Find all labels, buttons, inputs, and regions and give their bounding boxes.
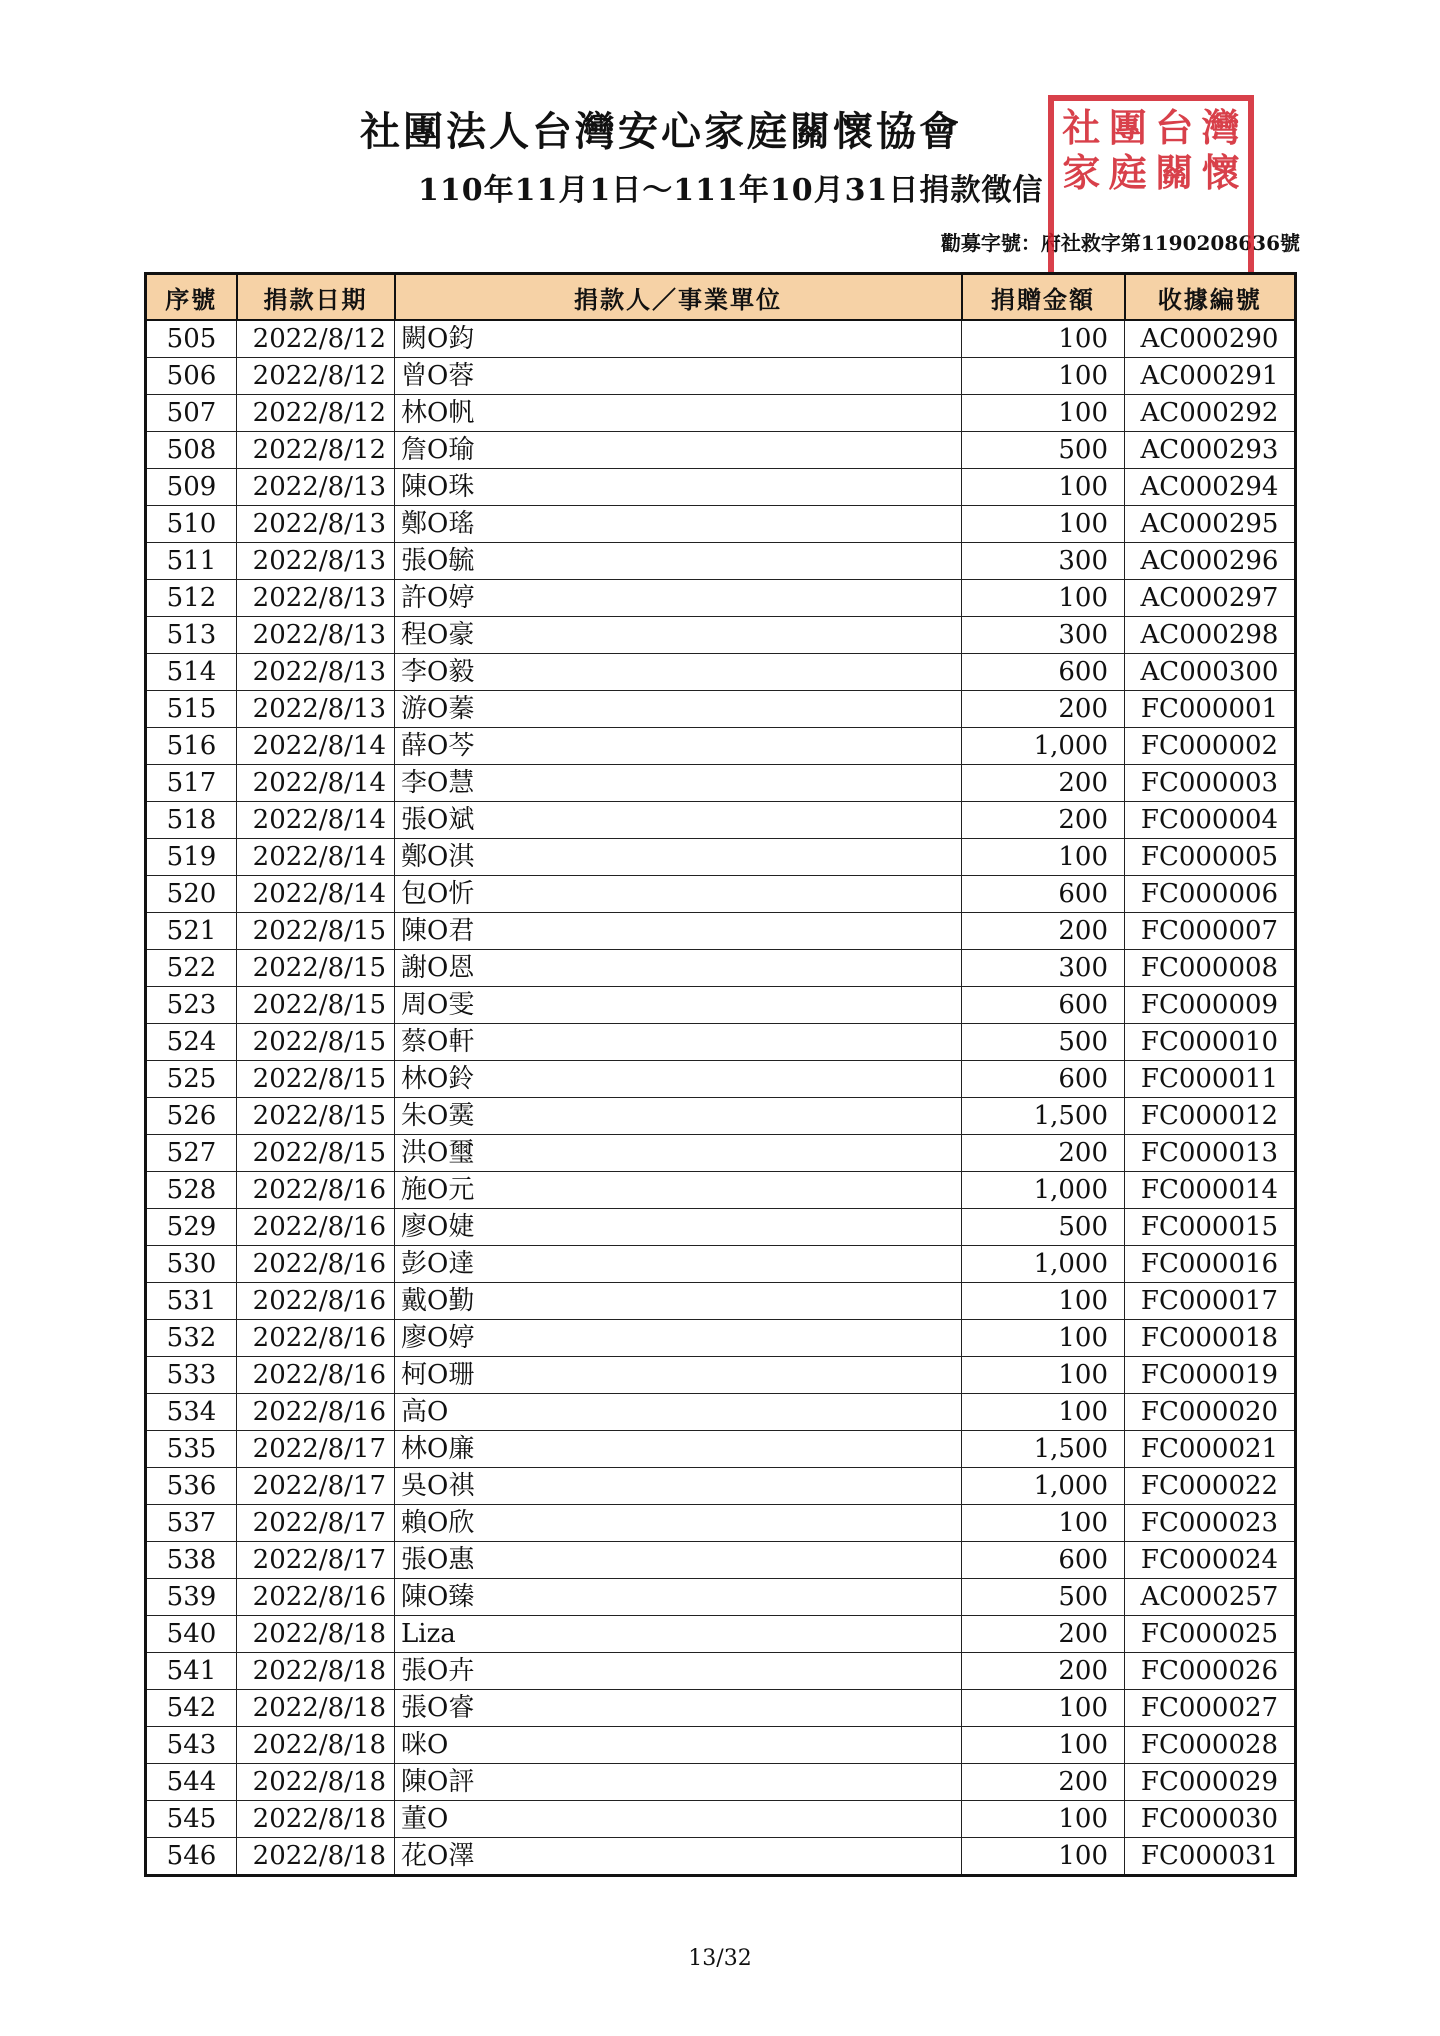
- cell-donation-date: 2022/8/18: [237, 1801, 395, 1838]
- cell-donation-date: 2022/8/17: [237, 1468, 395, 1505]
- cell-donation-date: 2022/8/17: [237, 1542, 395, 1579]
- table-row: [146, 1653, 1296, 1690]
- cell-donor: 張O毓: [395, 543, 962, 580]
- table-row: [146, 1209, 1296, 1246]
- table-row: [146, 1320, 1296, 1357]
- cell-donation-date: 2022/8/16: [237, 1394, 395, 1431]
- cell-donation-date: 2022/8/13: [237, 580, 395, 617]
- cell-amount: 100: [962, 1690, 1125, 1727]
- table-row: [146, 765, 1296, 802]
- cell-donation-date: 2022/8/15: [237, 913, 395, 950]
- cell-donation-date: 2022/8/13: [237, 617, 395, 654]
- header-donation-date: 捐款日期: [237, 274, 395, 321]
- cell-donor: 廖O婷: [395, 1320, 962, 1357]
- cell-donation-date: 2022/8/16: [237, 1246, 395, 1283]
- cell-serial-no: 507: [146, 395, 237, 432]
- cell-serial-no: 517: [146, 765, 237, 802]
- cell-donor: 陳O評: [395, 1764, 962, 1801]
- table-row: [146, 1616, 1296, 1653]
- table-row: [146, 1801, 1296, 1838]
- cell-donor: 張O卉: [395, 1653, 962, 1690]
- cell-receipt-no: FC000004: [1125, 802, 1296, 839]
- table-row: [146, 1431, 1296, 1468]
- cell-amount: 1,000: [962, 1172, 1125, 1209]
- cell-donor: 董O: [395, 1801, 962, 1838]
- table-row: [146, 1098, 1296, 1135]
- cell-receipt-no: AC000294: [1125, 469, 1296, 506]
- cell-donation-date: 2022/8/16: [237, 1283, 395, 1320]
- document-subtitle: 110年11月1日～111年10月31日捐款徵信: [418, 173, 1044, 208]
- seal-glyph: 團: [1108, 104, 1147, 150]
- cell-amount: 100: [962, 469, 1125, 506]
- cell-donation-date: 2022/8/16: [237, 1357, 395, 1394]
- cell-donation-date: 2022/8/15: [237, 1061, 395, 1098]
- table-row: [146, 1838, 1296, 1876]
- table-row: [146, 320, 1296, 358]
- cell-donation-date: 2022/8/14: [237, 802, 395, 839]
- cell-donation-date: 2022/8/15: [237, 987, 395, 1024]
- cell-serial-no: 526: [146, 1098, 237, 1135]
- table-row: [146, 1542, 1296, 1579]
- cell-serial-no: 529: [146, 1209, 237, 1246]
- cell-receipt-no: FC000001: [1125, 691, 1296, 728]
- table-row: [146, 876, 1296, 913]
- cell-donation-date: 2022/8/12: [237, 358, 395, 395]
- cell-donation-date: 2022/8/13: [237, 543, 395, 580]
- cell-serial-no: 534: [146, 1394, 237, 1431]
- header-receipt-no: 收據編號: [1125, 274, 1296, 321]
- table-row: [146, 654, 1296, 691]
- organization-seal-stamp: [1048, 95, 1254, 295]
- cell-donation-date: 2022/8/16: [237, 1172, 395, 1209]
- table-row: [146, 1357, 1296, 1394]
- cell-serial-no: 519: [146, 839, 237, 876]
- table-row: [146, 617, 1296, 654]
- cell-receipt-no: FC000020: [1125, 1394, 1296, 1431]
- cell-receipt-no: FC000006: [1125, 876, 1296, 913]
- cell-serial-no: 510: [146, 506, 237, 543]
- cell-serial-no: 535: [146, 1431, 237, 1468]
- cell-amount: 200: [962, 765, 1125, 802]
- cell-serial-no: 508: [146, 432, 237, 469]
- cell-donor: 林O帆: [395, 395, 962, 432]
- document-title: 社團法人台灣安心家庭關懷協會: [360, 108, 962, 155]
- cell-amount: 600: [962, 1061, 1125, 1098]
- cell-serial-no: 506: [146, 358, 237, 395]
- cell-receipt-no: FC000019: [1125, 1357, 1296, 1394]
- cell-receipt-no: AC000292: [1125, 395, 1296, 432]
- cell-serial-no: 540: [146, 1616, 237, 1653]
- table-row: [146, 728, 1296, 765]
- table-row: [146, 358, 1296, 395]
- table-row: [146, 1727, 1296, 1764]
- cell-serial-no: 513: [146, 617, 237, 654]
- table-row: [146, 1505, 1296, 1542]
- cell-amount: 500: [962, 1024, 1125, 1061]
- cell-receipt-no: FC000031: [1125, 1838, 1296, 1876]
- cell-receipt-no: FC000007: [1125, 913, 1296, 950]
- cell-donor: 廖O婕: [395, 1209, 962, 1246]
- cell-donation-date: 2022/8/16: [237, 1320, 395, 1357]
- seal-glyph: 關: [1155, 149, 1194, 195]
- cell-donation-date: 2022/8/18: [237, 1690, 395, 1727]
- cell-amount: 600: [962, 987, 1125, 1024]
- cell-donation-date: 2022/8/15: [237, 1024, 395, 1061]
- cell-donation-date: 2022/8/14: [237, 839, 395, 876]
- cell-donor: 張O惠: [395, 1542, 962, 1579]
- seal-glyph: 庭: [1108, 149, 1147, 195]
- table-row: [146, 1172, 1296, 1209]
- cell-amount: 100: [962, 1357, 1125, 1394]
- cell-amount: 200: [962, 1135, 1125, 1172]
- cell-amount: 600: [962, 876, 1125, 913]
- cell-receipt-no: FC000009: [1125, 987, 1296, 1024]
- cell-amount: 100: [962, 1320, 1125, 1357]
- cell-donor: 陳O君: [395, 913, 962, 950]
- cell-amount: 1,000: [962, 728, 1125, 765]
- cell-donation-date: 2022/8/16: [237, 1579, 395, 1616]
- table-header-row: [146, 274, 1296, 321]
- cell-serial-no: 544: [146, 1764, 237, 1801]
- table-row: [146, 1283, 1296, 1320]
- cell-serial-no: 537: [146, 1505, 237, 1542]
- donation-table: [144, 272, 1297, 1877]
- cell-donor: 高O: [395, 1394, 962, 1431]
- cell-serial-no: 512: [146, 580, 237, 617]
- cell-receipt-no: FC000026: [1125, 1653, 1296, 1690]
- cell-amount: 600: [962, 654, 1125, 691]
- cell-donor: 賴O欣: [395, 1505, 962, 1542]
- cell-amount: 1,000: [962, 1468, 1125, 1505]
- cell-donor: 咪O: [395, 1727, 962, 1764]
- table-row: [146, 432, 1296, 469]
- cell-donor: 許O婷: [395, 580, 962, 617]
- table-row: [146, 691, 1296, 728]
- cell-donor: 施O元: [395, 1172, 962, 1209]
- cell-serial-no: 525: [146, 1061, 237, 1098]
- cell-amount: 300: [962, 543, 1125, 580]
- seal-glyph: 社: [1062, 104, 1101, 150]
- cell-amount: 1,000: [962, 1246, 1125, 1283]
- cell-donor: 周O雯: [395, 987, 962, 1024]
- cell-serial-no: 511: [146, 543, 237, 580]
- cell-donor: 張O睿: [395, 1690, 962, 1727]
- cell-receipt-no: FC000022: [1125, 1468, 1296, 1505]
- table-row: [146, 469, 1296, 506]
- cell-amount: 100: [962, 580, 1125, 617]
- cell-amount: 500: [962, 1209, 1125, 1246]
- cell-donation-date: 2022/8/18: [237, 1764, 395, 1801]
- cell-receipt-no: FC000012: [1125, 1098, 1296, 1135]
- cell-amount: 500: [962, 432, 1125, 469]
- table-row: [146, 1468, 1296, 1505]
- cell-serial-no: 514: [146, 654, 237, 691]
- cell-amount: 600: [962, 1542, 1125, 1579]
- cell-serial-no: 532: [146, 1320, 237, 1357]
- cell-donation-date: 2022/8/18: [237, 1727, 395, 1764]
- cell-amount: 100: [962, 1505, 1125, 1542]
- cell-donor: 花O澤: [395, 1838, 962, 1876]
- cell-donation-date: 2022/8/17: [237, 1505, 395, 1542]
- table-row: [146, 839, 1296, 876]
- cell-serial-no: 539: [146, 1579, 237, 1616]
- cell-donation-date: 2022/8/15: [237, 950, 395, 987]
- table-row: [146, 1024, 1296, 1061]
- cell-receipt-no: AC000257: [1125, 1579, 1296, 1616]
- cell-amount: 100: [962, 1727, 1125, 1764]
- cell-donor: 闕O鈞: [395, 320, 962, 358]
- cell-donor: 鄭O淇: [395, 839, 962, 876]
- table-row: [146, 580, 1296, 617]
- cell-receipt-no: FC000023: [1125, 1505, 1296, 1542]
- cell-receipt-no: FC000015: [1125, 1209, 1296, 1246]
- cell-serial-no: 522: [146, 950, 237, 987]
- table-row: [146, 395, 1296, 432]
- cell-receipt-no: FC000014: [1125, 1172, 1296, 1209]
- page-number: 13/32: [688, 1946, 752, 1971]
- cell-receipt-no: FC000021: [1125, 1431, 1296, 1468]
- cell-amount: 200: [962, 691, 1125, 728]
- cell-donation-date: 2022/8/18: [237, 1838, 395, 1876]
- cell-serial-no: 505: [146, 320, 237, 358]
- cell-serial-no: 531: [146, 1283, 237, 1320]
- cell-serial-no: 546: [146, 1838, 237, 1876]
- cell-serial-no: 542: [146, 1690, 237, 1727]
- table-row: [146, 506, 1296, 543]
- table-row: [146, 1135, 1296, 1172]
- table-row: [146, 1246, 1296, 1283]
- cell-receipt-no: FC000017: [1125, 1283, 1296, 1320]
- cell-donor: 李O毅: [395, 654, 962, 691]
- cell-receipt-no: FC000016: [1125, 1246, 1296, 1283]
- cell-receipt-no: AC000291: [1125, 358, 1296, 395]
- cell-receipt-no: FC000029: [1125, 1764, 1296, 1801]
- cell-donor: 謝O恩: [395, 950, 962, 987]
- cell-donor: Liza: [395, 1616, 962, 1653]
- table-row: [146, 1764, 1296, 1801]
- header-donor: 捐款人／事業單位: [395, 274, 962, 321]
- cell-amount: 100: [962, 320, 1125, 358]
- cell-receipt-no: FC000018: [1125, 1320, 1296, 1357]
- cell-serial-no: 541: [146, 1653, 237, 1690]
- cell-serial-no: 523: [146, 987, 237, 1024]
- cell-amount: 300: [962, 950, 1125, 987]
- cell-serial-no: 530: [146, 1246, 237, 1283]
- cell-receipt-no: FC000024: [1125, 1542, 1296, 1579]
- cell-amount: 100: [962, 1838, 1125, 1876]
- cell-donation-date: 2022/8/12: [237, 320, 395, 358]
- cell-donor: 張O斌: [395, 802, 962, 839]
- cell-serial-no: 528: [146, 1172, 237, 1209]
- cell-donor: 詹O瑜: [395, 432, 962, 469]
- table-row: [146, 1690, 1296, 1727]
- cell-amount: 100: [962, 1801, 1125, 1838]
- cell-amount: 100: [962, 395, 1125, 432]
- table-row: [146, 913, 1296, 950]
- cell-serial-no: 543: [146, 1727, 237, 1764]
- cell-receipt-no: FC000003: [1125, 765, 1296, 802]
- cell-serial-no: 527: [146, 1135, 237, 1172]
- table-row: [146, 1579, 1296, 1616]
- cell-donation-date: 2022/8/13: [237, 469, 395, 506]
- cell-receipt-no: FC000005: [1125, 839, 1296, 876]
- table-row: [146, 950, 1296, 987]
- cell-donation-date: 2022/8/13: [237, 691, 395, 728]
- cell-amount: 100: [962, 358, 1125, 395]
- seal-glyph: 懷: [1201, 149, 1240, 195]
- cell-donation-date: 2022/8/14: [237, 876, 395, 913]
- cell-receipt-no: FC000028: [1125, 1727, 1296, 1764]
- cell-donor: 陳O珠: [395, 469, 962, 506]
- cell-amount: 1,500: [962, 1431, 1125, 1468]
- cell-receipt-no: FC000025: [1125, 1616, 1296, 1653]
- cell-donation-date: 2022/8/13: [237, 654, 395, 691]
- cell-receipt-no: FC000027: [1125, 1690, 1296, 1727]
- cell-serial-no: 515: [146, 691, 237, 728]
- cell-donor: 曾O蓉: [395, 358, 962, 395]
- seal-glyph: 家: [1062, 149, 1101, 195]
- cell-donation-date: 2022/8/12: [237, 432, 395, 469]
- table-row: [146, 802, 1296, 839]
- cell-donor: 李O慧: [395, 765, 962, 802]
- cell-donation-date: 2022/8/18: [237, 1616, 395, 1653]
- cell-donor: 程O豪: [395, 617, 962, 654]
- header-amount: 捐贈金額: [962, 274, 1125, 321]
- cell-donor: 洪O璽: [395, 1135, 962, 1172]
- cell-amount: 1,500: [962, 1098, 1125, 1135]
- cell-donation-date: 2022/8/14: [237, 728, 395, 765]
- cell-receipt-no: FC000013: [1125, 1135, 1296, 1172]
- cell-receipt-no: FC000002: [1125, 728, 1296, 765]
- cell-donation-date: 2022/8/16: [237, 1209, 395, 1246]
- cell-receipt-no: AC000290: [1125, 320, 1296, 358]
- cell-receipt-no: AC000296: [1125, 543, 1296, 580]
- cell-donor: 薛O芩: [395, 728, 962, 765]
- table-row: [146, 1394, 1296, 1431]
- cell-donor: 陳O臻: [395, 1579, 962, 1616]
- cell-donor: 游O蓁: [395, 691, 962, 728]
- cell-receipt-no: FC000008: [1125, 950, 1296, 987]
- cell-receipt-no: AC000293: [1125, 432, 1296, 469]
- cell-donor: 林O廉: [395, 1431, 962, 1468]
- cell-donor: 鄭O瑤: [395, 506, 962, 543]
- cell-receipt-no: AC000295: [1125, 506, 1296, 543]
- cell-receipt-no: AC000300: [1125, 654, 1296, 691]
- cell-donation-date: 2022/8/12: [237, 395, 395, 432]
- cell-amount: 200: [962, 1616, 1125, 1653]
- cell-donor: 蔡O軒: [395, 1024, 962, 1061]
- cell-serial-no: 520: [146, 876, 237, 913]
- cell-serial-no: 536: [146, 1468, 237, 1505]
- seal-glyph: 灣: [1201, 104, 1240, 150]
- cell-donor: 彭O達: [395, 1246, 962, 1283]
- cell-amount: 200: [962, 1764, 1125, 1801]
- cell-receipt-no: FC000011: [1125, 1061, 1296, 1098]
- cell-serial-no: 538: [146, 1542, 237, 1579]
- cell-amount: 200: [962, 802, 1125, 839]
- cell-donation-date: 2022/8/14: [237, 765, 395, 802]
- header-serial-no: 序號: [146, 274, 237, 321]
- cell-donor: 包O忻: [395, 876, 962, 913]
- cell-donor: 戴O勤: [395, 1283, 962, 1320]
- table-row: [146, 543, 1296, 580]
- cell-serial-no: 533: [146, 1357, 237, 1394]
- cell-amount: 200: [962, 1653, 1125, 1690]
- cell-donation-date: 2022/8/17: [237, 1431, 395, 1468]
- cell-serial-no: 545: [146, 1801, 237, 1838]
- cell-amount: 100: [962, 1283, 1125, 1320]
- cell-serial-no: 521: [146, 913, 237, 950]
- cell-donation-date: 2022/8/15: [237, 1098, 395, 1135]
- cell-amount: 100: [962, 506, 1125, 543]
- cell-serial-no: 518: [146, 802, 237, 839]
- cell-donor: 林O鈴: [395, 1061, 962, 1098]
- cell-receipt-no: FC000030: [1125, 1801, 1296, 1838]
- cell-amount: 100: [962, 839, 1125, 876]
- permit-number: 勸募字號：府社救字第1190208636號: [940, 231, 1300, 255]
- cell-donor: 吳O祺: [395, 1468, 962, 1505]
- cell-amount: 100: [962, 1394, 1125, 1431]
- cell-receipt-no: FC000010: [1125, 1024, 1296, 1061]
- cell-amount: 300: [962, 617, 1125, 654]
- cell-receipt-no: AC000297: [1125, 580, 1296, 617]
- cell-donor: 柯O珊: [395, 1357, 962, 1394]
- cell-serial-no: 524: [146, 1024, 237, 1061]
- cell-donation-date: 2022/8/13: [237, 506, 395, 543]
- cell-donation-date: 2022/8/18: [237, 1653, 395, 1690]
- cell-amount: 500: [962, 1579, 1125, 1616]
- cell-serial-no: 509: [146, 469, 237, 506]
- table-row: [146, 1061, 1296, 1098]
- cell-donation-date: 2022/8/15: [237, 1135, 395, 1172]
- cell-receipt-no: AC000298: [1125, 617, 1296, 654]
- table-row: [146, 987, 1296, 1024]
- cell-donor: 朱O霙: [395, 1098, 962, 1135]
- seal-glyph: 台: [1155, 104, 1194, 150]
- cell-serial-no: 516: [146, 728, 237, 765]
- cell-amount: 200: [962, 913, 1125, 950]
